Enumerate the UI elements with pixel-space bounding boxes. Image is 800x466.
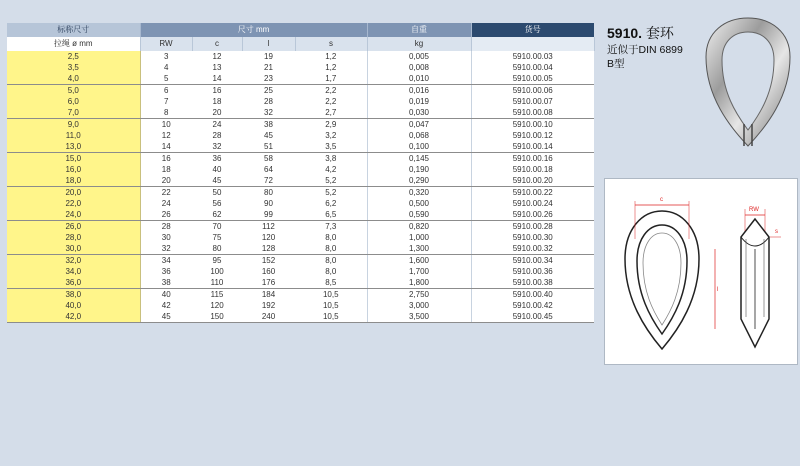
table-row bbox=[7, 153, 594, 165]
nominal-diameter-cell: 38,0 bbox=[7, 289, 140, 301]
rw-cell: 34 bbox=[140, 255, 192, 267]
weight-cell: 0,590 bbox=[367, 209, 471, 221]
c-cell: 62 bbox=[192, 209, 242, 221]
rw-cell: 12 bbox=[140, 130, 192, 141]
table-row bbox=[7, 107, 594, 119]
code-header: 货号 bbox=[471, 23, 594, 37]
weight-cell: 0,190 bbox=[367, 164, 471, 175]
nominal-diameter-cell: 40,0 bbox=[7, 300, 140, 311]
s-cell: 3,8 bbox=[295, 153, 367, 165]
l-cell: 120 bbox=[242, 232, 295, 243]
l-cell: 72 bbox=[242, 175, 295, 187]
rw-cell: 24 bbox=[140, 198, 192, 209]
nominal-diameter-cell: 26,0 bbox=[7, 221, 140, 233]
c-cell: 75 bbox=[192, 232, 242, 243]
c-cell: 32 bbox=[192, 141, 242, 153]
c-cell: 13 bbox=[192, 62, 242, 73]
col-l-header: l bbox=[242, 37, 295, 51]
table-row bbox=[7, 73, 594, 85]
c-cell: 115 bbox=[192, 289, 242, 301]
article-code-cell: 5910.00.07 bbox=[471, 96, 594, 107]
weight-cell: 3,500 bbox=[367, 311, 471, 323]
rw-cell: 5 bbox=[140, 73, 192, 85]
weight-cell: 0,047 bbox=[367, 119, 471, 131]
s-cell: 7,3 bbox=[295, 221, 367, 233]
l-cell: 51 bbox=[242, 141, 295, 153]
s-cell: 4,2 bbox=[295, 164, 367, 175]
article-code-cell: 5910.00.38 bbox=[471, 277, 594, 289]
header-row-2 bbox=[7, 37, 594, 51]
spec-table-body bbox=[7, 51, 594, 323]
article-code-cell: 5910.00.08 bbox=[471, 107, 594, 119]
table-row bbox=[7, 300, 594, 311]
weight-cell: 0,019 bbox=[367, 96, 471, 107]
weight-cell: 1,300 bbox=[367, 243, 471, 255]
article-code-cell: 5910.00.18 bbox=[471, 164, 594, 175]
table-row bbox=[7, 198, 594, 209]
c-cell: 120 bbox=[192, 300, 242, 311]
weight-cell: 0,030 bbox=[367, 107, 471, 119]
spec-table bbox=[7, 23, 595, 323]
weight-cell: 0,010 bbox=[367, 73, 471, 85]
article-code-cell: 5910.00.05 bbox=[471, 73, 594, 85]
s-cell: 6,5 bbox=[295, 209, 367, 221]
nominal-diameter-cell: 20,0 bbox=[7, 187, 140, 199]
rw-cell: 22 bbox=[140, 187, 192, 199]
weight-cell: 0,016 bbox=[367, 85, 471, 97]
l-cell: 112 bbox=[242, 221, 295, 233]
article-code-cell: 5910.00.10 bbox=[471, 119, 594, 131]
s-cell: 5,2 bbox=[295, 175, 367, 187]
c-cell: 12 bbox=[192, 51, 242, 62]
weight-cell: 1,800 bbox=[367, 277, 471, 289]
s-cell: 8,0 bbox=[295, 243, 367, 255]
dim-c-label: c bbox=[660, 197, 663, 203]
nominal-diameter-cell: 4,0 bbox=[7, 73, 140, 85]
c-cell: 36 bbox=[192, 153, 242, 165]
rw-cell: 3 bbox=[140, 51, 192, 62]
c-cell: 100 bbox=[192, 266, 242, 277]
l-cell: 240 bbox=[242, 311, 295, 323]
table-row bbox=[7, 96, 594, 107]
weight-cell: 0,320 bbox=[367, 187, 471, 199]
c-cell: 56 bbox=[192, 198, 242, 209]
article-code-cell: 5910.00.06 bbox=[471, 85, 594, 97]
table-row bbox=[7, 175, 594, 187]
rw-cell: 45 bbox=[140, 311, 192, 323]
l-cell: 32 bbox=[242, 107, 295, 119]
table-row bbox=[7, 85, 594, 97]
technical-drawing bbox=[604, 178, 798, 365]
product-name: 套环 bbox=[645, 25, 674, 41]
rw-cell: 18 bbox=[140, 164, 192, 175]
s-cell: 10,5 bbox=[295, 300, 367, 311]
article-code-cell: 5910.00.22 bbox=[471, 187, 594, 199]
s-cell: 1,7 bbox=[295, 73, 367, 85]
l-cell: 58 bbox=[242, 153, 295, 165]
table-row bbox=[7, 51, 594, 62]
nominal-diameter-cell: 22,0 bbox=[7, 198, 140, 209]
s-cell: 10,5 bbox=[295, 289, 367, 301]
weight-cell: 0,145 bbox=[367, 153, 471, 165]
s-cell: 1,2 bbox=[295, 62, 367, 73]
nominal-diameter-cell: 2,5 bbox=[7, 51, 140, 62]
rw-cell: 16 bbox=[140, 153, 192, 165]
rw-cell: 10 bbox=[140, 119, 192, 131]
table-row bbox=[7, 164, 594, 175]
nominal-diameter-cell: 7,0 bbox=[7, 107, 140, 119]
article-code-cell: 5910.00.28 bbox=[471, 221, 594, 233]
nominal-diameter-cell: 9,0 bbox=[7, 119, 140, 131]
table-row bbox=[7, 232, 594, 243]
s-cell: 2,2 bbox=[295, 85, 367, 97]
weight-cell: 1,600 bbox=[367, 255, 471, 267]
weight-cell: 0,008 bbox=[367, 62, 471, 73]
dim-s-label: s bbox=[775, 229, 778, 235]
nominal-diameter-cell: 18,0 bbox=[7, 175, 140, 187]
col-s-header: s bbox=[295, 37, 367, 51]
weight-cell: 1,000 bbox=[367, 232, 471, 243]
s-cell: 2,2 bbox=[295, 96, 367, 107]
article-code-cell: 5910.00.16 bbox=[471, 153, 594, 165]
nominal-diameter-cell: 36,0 bbox=[7, 277, 140, 289]
rw-cell: 38 bbox=[140, 277, 192, 289]
nominal-size-header: 标称尺寸 bbox=[7, 23, 140, 37]
rw-cell: 32 bbox=[140, 243, 192, 255]
rw-cell: 42 bbox=[140, 300, 192, 311]
weight-cell: 2,750 bbox=[367, 289, 471, 301]
l-cell: 176 bbox=[242, 277, 295, 289]
nominal-diameter-cell: 28,0 bbox=[7, 232, 140, 243]
c-cell: 28 bbox=[192, 130, 242, 141]
l-cell: 80 bbox=[242, 187, 295, 199]
table-row bbox=[7, 209, 594, 221]
article-code-cell: 5910.00.34 bbox=[471, 255, 594, 267]
weight-cell: 1,700 bbox=[367, 266, 471, 277]
rw-cell: 28 bbox=[140, 221, 192, 233]
s-cell: 3,5 bbox=[295, 141, 367, 153]
nominal-diameter-cell: 24,0 bbox=[7, 209, 140, 221]
article-code-cell: 5910.00.45 bbox=[471, 311, 594, 323]
col-rw-header: RW bbox=[140, 37, 192, 51]
s-cell: 2,7 bbox=[295, 107, 367, 119]
product-standard: 近似于DIN 6899 bbox=[607, 44, 683, 56]
table-row bbox=[7, 141, 594, 153]
l-cell: 45 bbox=[242, 130, 295, 141]
weight-cell: 0,068 bbox=[367, 130, 471, 141]
product-title-block bbox=[607, 25, 707, 71]
l-cell: 90 bbox=[242, 198, 295, 209]
table-row bbox=[7, 243, 594, 255]
product-title bbox=[607, 25, 707, 41]
nominal-diameter-cell: 34,0 bbox=[7, 266, 140, 277]
c-cell: 40 bbox=[192, 164, 242, 175]
article-code-cell: 5910.00.12 bbox=[471, 130, 594, 141]
rw-cell: 4 bbox=[140, 62, 192, 73]
c-cell: 20 bbox=[192, 107, 242, 119]
nominal-diameter-cell: 30,0 bbox=[7, 243, 140, 255]
s-cell: 3,2 bbox=[295, 130, 367, 141]
article-code-cell: 5910.00.04 bbox=[471, 62, 594, 73]
c-cell: 95 bbox=[192, 255, 242, 267]
nominal-diameter-cell: 16,0 bbox=[7, 164, 140, 175]
table-row bbox=[7, 311, 594, 323]
nominal-diameter-cell: 11,0 bbox=[7, 130, 140, 141]
l-cell: 38 bbox=[242, 119, 295, 131]
nominal-diameter-cell: 3,5 bbox=[7, 62, 140, 73]
l-cell: 28 bbox=[242, 96, 295, 107]
product-type: B型 bbox=[607, 58, 625, 70]
c-cell: 50 bbox=[192, 187, 242, 199]
weight-cell: 3,000 bbox=[367, 300, 471, 311]
c-cell: 150 bbox=[192, 311, 242, 323]
weight-header: 自重 bbox=[367, 23, 471, 37]
article-code-cell: 5910.00.26 bbox=[471, 209, 594, 221]
rope-diameter-header: 拉绳 ø mm bbox=[7, 37, 140, 51]
table-row bbox=[7, 255, 594, 267]
nominal-diameter-cell: 13,0 bbox=[7, 141, 140, 153]
table-row bbox=[7, 289, 594, 301]
s-cell: 8,0 bbox=[295, 255, 367, 267]
article-code-cell: 5910.00.20 bbox=[471, 175, 594, 187]
table-row bbox=[7, 266, 594, 277]
rw-cell: 30 bbox=[140, 232, 192, 243]
rw-cell: 40 bbox=[140, 289, 192, 301]
s-cell: 8,5 bbox=[295, 277, 367, 289]
l-cell: 192 bbox=[242, 300, 295, 311]
article-code-cell: 5910.00.24 bbox=[471, 198, 594, 209]
s-cell: 8,0 bbox=[295, 266, 367, 277]
weight-cell: 0,005 bbox=[367, 51, 471, 62]
rw-cell: 8 bbox=[140, 107, 192, 119]
c-cell: 70 bbox=[192, 221, 242, 233]
l-cell: 184 bbox=[242, 289, 295, 301]
c-cell: 16 bbox=[192, 85, 242, 97]
nominal-diameter-cell: 15,0 bbox=[7, 153, 140, 165]
table-row bbox=[7, 119, 594, 131]
s-cell: 8,0 bbox=[295, 232, 367, 243]
l-cell: 21 bbox=[242, 62, 295, 73]
weight-cell: 0,290 bbox=[367, 175, 471, 187]
article-code-cell: 5910.00.42 bbox=[471, 300, 594, 311]
s-cell: 5,2 bbox=[295, 187, 367, 199]
rw-cell: 14 bbox=[140, 141, 192, 153]
dim-rw-label: RW bbox=[749, 207, 759, 213]
rw-cell: 20 bbox=[140, 175, 192, 187]
table-row bbox=[7, 277, 594, 289]
col-c-header: c bbox=[192, 37, 242, 51]
article-code-cell: 5910.00.40 bbox=[471, 289, 594, 301]
rw-cell: 36 bbox=[140, 266, 192, 277]
c-cell: 45 bbox=[192, 175, 242, 187]
weight-cell: 0,820 bbox=[367, 221, 471, 233]
article-code-cell: 5910.00.36 bbox=[471, 266, 594, 277]
c-cell: 24 bbox=[192, 119, 242, 131]
nominal-diameter-cell: 42,0 bbox=[7, 311, 140, 323]
nominal-diameter-cell: 6,0 bbox=[7, 96, 140, 107]
thimble-photo bbox=[700, 12, 796, 150]
nominal-diameter-cell: 5,0 bbox=[7, 85, 140, 97]
table-row bbox=[7, 221, 594, 233]
l-cell: 99 bbox=[242, 209, 295, 221]
l-cell: 19 bbox=[242, 51, 295, 62]
c-cell: 18 bbox=[192, 96, 242, 107]
table-row bbox=[7, 62, 594, 73]
table-row bbox=[7, 130, 594, 141]
dimensions-header: 尺寸 mm bbox=[140, 23, 367, 37]
l-cell: 64 bbox=[242, 164, 295, 175]
rw-cell: 26 bbox=[140, 209, 192, 221]
weight-cell: 0,100 bbox=[367, 141, 471, 153]
l-cell: 160 bbox=[242, 266, 295, 277]
article-code-cell: 5910.00.32 bbox=[471, 243, 594, 255]
table-row bbox=[7, 187, 594, 199]
s-cell: 6,2 bbox=[295, 198, 367, 209]
c-cell: 80 bbox=[192, 243, 242, 255]
l-cell: 128 bbox=[242, 243, 295, 255]
header-row-1 bbox=[7, 23, 594, 37]
weight-unit-header: kg bbox=[367, 37, 471, 51]
l-cell: 25 bbox=[242, 85, 295, 97]
dim-l-label: l bbox=[717, 287, 719, 293]
s-cell: 1,2 bbox=[295, 51, 367, 62]
s-cell: 10,5 bbox=[295, 311, 367, 323]
l-cell: 23 bbox=[242, 73, 295, 85]
c-cell: 110 bbox=[192, 277, 242, 289]
article-code-cell: 5910.00.14 bbox=[471, 141, 594, 153]
s-cell: 2,9 bbox=[295, 119, 367, 131]
l-cell: 152 bbox=[242, 255, 295, 267]
article-code-cell: 5910.00.03 bbox=[471, 51, 594, 62]
rw-cell: 6 bbox=[140, 85, 192, 97]
code-subheader bbox=[471, 37, 594, 51]
article-code-cell: 5910.00.30 bbox=[471, 232, 594, 243]
nominal-diameter-cell: 32,0 bbox=[7, 255, 140, 267]
weight-cell: 0,500 bbox=[367, 198, 471, 209]
product-number: 5910. bbox=[607, 25, 643, 41]
c-cell: 14 bbox=[192, 73, 242, 85]
rw-cell: 7 bbox=[140, 96, 192, 107]
